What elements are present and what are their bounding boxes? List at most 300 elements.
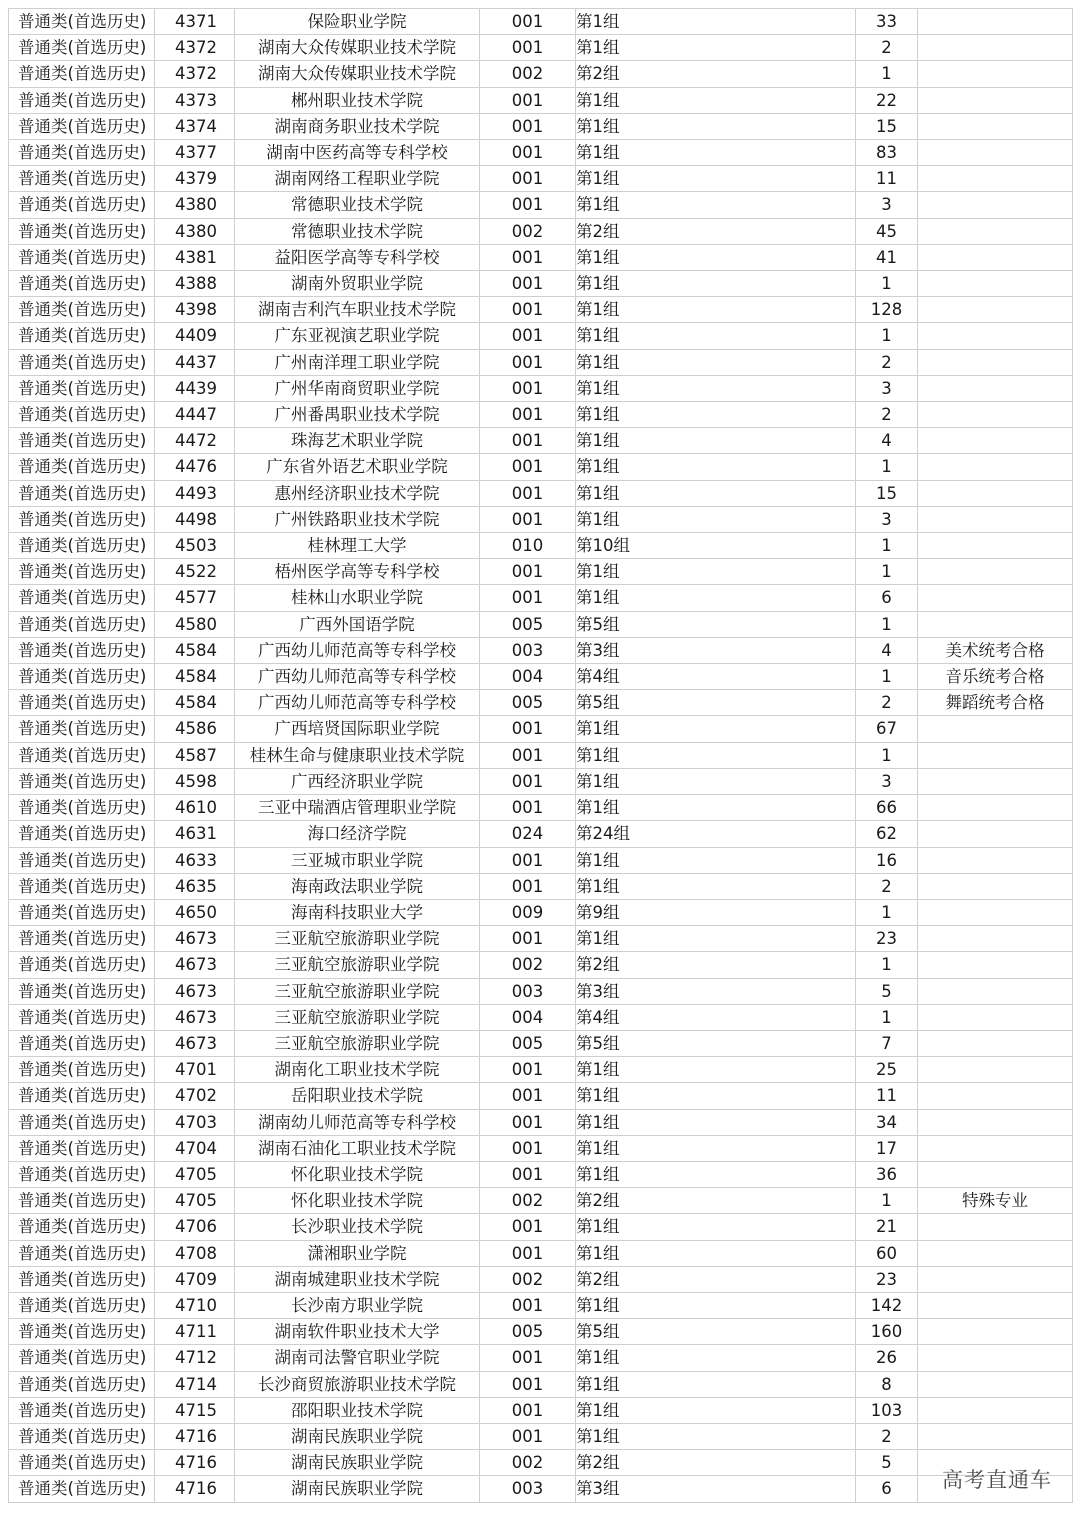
plan-count-cell: 45	[856, 218, 918, 244]
major-group-code-cell: 009	[480, 899, 576, 925]
school-name-cell: 潇湘职业学院	[235, 1240, 480, 1266]
table-row	[9, 1397, 1073, 1423]
school-name-cell: 湖南外贸职业学院	[235, 271, 480, 297]
note-cell	[918, 768, 1073, 794]
category-cell: 普通类(首选历史)	[9, 87, 155, 113]
school-code-cell: 4371	[155, 9, 235, 35]
table-row	[9, 821, 1073, 847]
plan-count-cell: 23	[856, 1266, 918, 1292]
major-group-code-cell: 001	[480, 428, 576, 454]
major-group-code-cell: 001	[480, 1083, 576, 1109]
major-group-code-cell: 001	[480, 1240, 576, 1266]
school-name-cell: 湖南幼儿师范高等专科学校	[235, 1109, 480, 1135]
note-cell	[918, 428, 1073, 454]
plan-count-cell: 4	[856, 637, 918, 663]
note-cell	[918, 926, 1073, 952]
plan-count-cell: 3	[856, 506, 918, 532]
table-row	[9, 1161, 1073, 1187]
table-row	[9, 1030, 1073, 1056]
table-row	[9, 926, 1073, 952]
group-name-cell: 第1组	[576, 9, 856, 35]
table-row	[9, 1083, 1073, 1109]
school-name-cell: 湖南民族职业学院	[235, 1450, 480, 1476]
plan-count-cell: 128	[856, 297, 918, 323]
category-cell: 普通类(首选历史)	[9, 899, 155, 925]
table-row	[9, 690, 1073, 716]
table-row	[9, 402, 1073, 428]
plan-count-cell: 62	[856, 821, 918, 847]
plan-count-cell: 3	[856, 768, 918, 794]
group-name-cell: 第5组	[576, 611, 856, 637]
group-name-cell: 第1组	[576, 1161, 856, 1187]
major-group-code-cell: 001	[480, 323, 576, 349]
school-name-cell: 广西外国语学院	[235, 611, 480, 637]
school-name-cell: 广州南洋理工职业学院	[235, 349, 480, 375]
table-row	[9, 297, 1073, 323]
category-cell: 普通类(首选历史)	[9, 454, 155, 480]
school-code-cell: 4373	[155, 87, 235, 113]
note-cell: 舞蹈统考合格	[918, 690, 1073, 716]
group-name-cell: 第1组	[576, 1135, 856, 1161]
school-name-cell: 三亚中瑞酒店管理职业学院	[235, 795, 480, 821]
major-group-code-cell: 001	[480, 585, 576, 611]
category-cell: 普通类(首选历史)	[9, 1423, 155, 1449]
school-code-cell: 4580	[155, 611, 235, 637]
school-code-cell: 4447	[155, 402, 235, 428]
school-name-cell: 常德职业技术学院	[235, 192, 480, 218]
major-group-code-cell: 024	[480, 821, 576, 847]
major-group-code-cell: 002	[480, 952, 576, 978]
note-cell	[918, 61, 1073, 87]
school-code-cell: 4584	[155, 664, 235, 690]
school-code-cell: 4398	[155, 297, 235, 323]
category-cell: 普通类(首选历史)	[9, 1030, 155, 1056]
category-cell: 普通类(首选历史)	[9, 847, 155, 873]
plan-count-cell: 2	[856, 349, 918, 375]
school-name-cell: 邵阳职业技术学院	[235, 1397, 480, 1423]
plan-count-cell: 1	[856, 61, 918, 87]
school-code-cell: 4379	[155, 166, 235, 192]
table-row	[9, 716, 1073, 742]
major-group-code-cell: 005	[480, 611, 576, 637]
school-code-cell: 4705	[155, 1188, 235, 1214]
plan-count-cell: 3	[856, 375, 918, 401]
note-cell	[918, 978, 1073, 1004]
major-group-code-cell: 001	[480, 506, 576, 532]
table-row	[9, 1240, 1073, 1266]
school-code-cell: 4498	[155, 506, 235, 532]
group-name-cell: 第1组	[576, 192, 856, 218]
major-group-code-cell: 001	[480, 1214, 576, 1240]
major-group-code-cell: 001	[480, 873, 576, 899]
school-code-cell: 4610	[155, 795, 235, 821]
note-cell	[918, 899, 1073, 925]
plan-count-cell: 1	[856, 952, 918, 978]
major-group-code-cell: 001	[480, 87, 576, 113]
category-cell: 普通类(首选历史)	[9, 244, 155, 270]
school-name-cell: 湖南民族职业学院	[235, 1423, 480, 1449]
group-name-cell: 第4组	[576, 664, 856, 690]
school-code-cell: 4388	[155, 271, 235, 297]
category-cell: 普通类(首选历史)	[9, 271, 155, 297]
note-cell	[918, 323, 1073, 349]
school-code-cell: 4715	[155, 1397, 235, 1423]
note-cell	[918, 533, 1073, 559]
school-code-cell: 4701	[155, 1057, 235, 1083]
major-group-code-cell: 001	[480, 113, 576, 139]
note-cell	[918, 716, 1073, 742]
school-name-cell: 三亚航空旅游职业学院	[235, 1004, 480, 1030]
group-name-cell: 第1组	[576, 87, 856, 113]
school-name-cell: 怀化职业技术学院	[235, 1188, 480, 1214]
school-name-cell: 广州铁路职业技术学院	[235, 506, 480, 532]
category-cell: 普通类(首选历史)	[9, 873, 155, 899]
group-name-cell: 第1组	[576, 113, 856, 139]
note-cell	[918, 506, 1073, 532]
major-group-code-cell: 004	[480, 664, 576, 690]
table-row	[9, 899, 1073, 925]
school-code-cell: 4439	[155, 375, 235, 401]
category-cell: 普通类(首选历史)	[9, 1135, 155, 1161]
group-name-cell: 第1组	[576, 506, 856, 532]
group-name-cell: 第2组	[576, 1450, 856, 1476]
major-group-code-cell: 001	[480, 375, 576, 401]
school-code-cell: 4673	[155, 1004, 235, 1030]
plan-count-cell: 33	[856, 9, 918, 35]
school-code-cell: 4584	[155, 637, 235, 663]
category-cell: 普通类(首选历史)	[9, 821, 155, 847]
group-name-cell: 第1组	[576, 559, 856, 585]
school-name-cell: 广西幼儿师范高等专科学校	[235, 690, 480, 716]
plan-count-cell: 3	[856, 192, 918, 218]
school-code-cell: 4633	[155, 847, 235, 873]
table-row	[9, 1319, 1073, 1345]
table-row	[9, 637, 1073, 663]
note-cell	[918, 873, 1073, 899]
note-cell	[918, 480, 1073, 506]
category-cell: 普通类(首选历史)	[9, 926, 155, 952]
note-cell	[918, 192, 1073, 218]
group-name-cell: 第1组	[576, 768, 856, 794]
school-name-cell: 三亚航空旅游职业学院	[235, 1030, 480, 1056]
plan-count-cell: 1	[856, 1004, 918, 1030]
category-cell: 普通类(首选历史)	[9, 664, 155, 690]
plan-count-cell: 1	[856, 454, 918, 480]
group-name-cell: 第2组	[576, 218, 856, 244]
school-name-cell: 桂林山水职业学院	[235, 585, 480, 611]
school-name-cell: 海南科技职业大学	[235, 899, 480, 925]
school-name-cell: 广西经济职业学院	[235, 768, 480, 794]
table-row	[9, 9, 1073, 35]
major-group-code-cell: 001	[480, 192, 576, 218]
plan-count-cell: 26	[856, 1345, 918, 1371]
school-code-cell: 4712	[155, 1345, 235, 1371]
category-cell: 普通类(首选历史)	[9, 1345, 155, 1371]
table-row	[9, 480, 1073, 506]
group-name-cell: 第1组	[576, 847, 856, 873]
table-row	[9, 952, 1073, 978]
category-cell: 普通类(首选历史)	[9, 1214, 155, 1240]
group-name-cell: 第2组	[576, 61, 856, 87]
school-code-cell: 4673	[155, 952, 235, 978]
group-name-cell: 第1组	[576, 271, 856, 297]
major-group-code-cell: 001	[480, 454, 576, 480]
plan-count-cell: 25	[856, 1057, 918, 1083]
major-group-code-cell: 001	[480, 926, 576, 952]
note-cell	[918, 821, 1073, 847]
plan-count-cell: 15	[856, 113, 918, 139]
category-cell: 普通类(首选历史)	[9, 218, 155, 244]
plan-count-cell: 23	[856, 926, 918, 952]
group-name-cell: 第1组	[576, 873, 856, 899]
category-cell: 普通类(首选历史)	[9, 375, 155, 401]
school-code-cell: 4584	[155, 690, 235, 716]
table-row	[9, 847, 1073, 873]
group-name-cell: 第1组	[576, 1371, 856, 1397]
group-name-cell: 第1组	[576, 585, 856, 611]
note-cell	[918, 402, 1073, 428]
category-cell: 普通类(首选历史)	[9, 716, 155, 742]
school-code-cell: 4635	[155, 873, 235, 899]
note-cell	[918, 113, 1073, 139]
major-group-code-cell: 001	[480, 847, 576, 873]
note-cell	[918, 35, 1073, 61]
school-name-cell: 三亚航空旅游职业学院	[235, 952, 480, 978]
group-name-cell: 第1组	[576, 742, 856, 768]
school-code-cell: 4703	[155, 1109, 235, 1135]
group-name-cell: 第1组	[576, 244, 856, 270]
category-cell: 普通类(首选历史)	[9, 1240, 155, 1266]
group-name-cell: 第1组	[576, 1214, 856, 1240]
table-row	[9, 742, 1073, 768]
major-group-code-cell: 002	[480, 218, 576, 244]
school-name-cell: 海南政法职业学院	[235, 873, 480, 899]
group-name-cell: 第9组	[576, 899, 856, 925]
category-cell: 普通类(首选历史)	[9, 323, 155, 349]
category-cell: 普通类(首选历史)	[9, 585, 155, 611]
category-cell: 普通类(首选历史)	[9, 35, 155, 61]
school-code-cell: 4711	[155, 1319, 235, 1345]
note-cell	[918, 1423, 1073, 1449]
group-name-cell: 第3组	[576, 637, 856, 663]
school-code-cell: 4673	[155, 978, 235, 1004]
school-name-cell: 湖南商务职业技术学院	[235, 113, 480, 139]
plan-count-cell: 142	[856, 1292, 918, 1318]
category-cell: 普通类(首选历史)	[9, 1188, 155, 1214]
school-name-cell: 益阳医学高等专科学校	[235, 244, 480, 270]
group-name-cell: 第1组	[576, 1423, 856, 1449]
note-cell	[918, 244, 1073, 270]
table-row	[9, 1135, 1073, 1161]
category-cell: 普通类(首选历史)	[9, 480, 155, 506]
major-group-code-cell: 001	[480, 1057, 576, 1083]
note-cell: 美术统考合格	[918, 637, 1073, 663]
group-name-cell: 第1组	[576, 349, 856, 375]
school-code-cell: 4709	[155, 1266, 235, 1292]
plan-count-cell: 60	[856, 1240, 918, 1266]
table-row	[9, 1371, 1073, 1397]
school-name-cell: 湖南大众传媒职业技术学院	[235, 61, 480, 87]
school-name-cell: 广西培贤国际职业学院	[235, 716, 480, 742]
note-cell	[918, 1240, 1073, 1266]
category-cell: 普通类(首选历史)	[9, 1450, 155, 1476]
table-row	[9, 1266, 1073, 1292]
category-cell: 普通类(首选历史)	[9, 1292, 155, 1318]
category-cell: 普通类(首选历史)	[9, 533, 155, 559]
group-name-cell: 第1组	[576, 1240, 856, 1266]
group-name-cell: 第2组	[576, 1188, 856, 1214]
note-cell	[918, 952, 1073, 978]
major-group-code-cell: 002	[480, 1188, 576, 1214]
group-name-cell: 第1组	[576, 35, 856, 61]
school-name-cell: 海口经济学院	[235, 821, 480, 847]
category-cell: 普通类(首选历史)	[9, 1476, 155, 1502]
table-row	[9, 323, 1073, 349]
note-cell	[918, 1030, 1073, 1056]
school-code-cell: 4409	[155, 323, 235, 349]
major-group-code-cell: 001	[480, 768, 576, 794]
table-row	[9, 271, 1073, 297]
plan-count-cell: 7	[856, 1030, 918, 1056]
school-code-cell: 4673	[155, 1030, 235, 1056]
plan-count-cell: 6	[856, 585, 918, 611]
major-group-code-cell: 001	[480, 1423, 576, 1449]
school-code-cell: 4503	[155, 533, 235, 559]
plan-count-cell: 1	[856, 271, 918, 297]
group-name-cell: 第10组	[576, 533, 856, 559]
school-name-cell: 常德职业技术学院	[235, 218, 480, 244]
major-group-code-cell: 001	[480, 297, 576, 323]
table-row	[9, 192, 1073, 218]
plan-count-cell: 67	[856, 716, 918, 742]
group-name-cell: 第1组	[576, 375, 856, 401]
table-row	[9, 533, 1073, 559]
major-group-code-cell: 001	[480, 9, 576, 35]
school-name-cell: 湖南城建职业技术学院	[235, 1266, 480, 1292]
table-row	[9, 113, 1073, 139]
group-name-cell: 第3组	[576, 978, 856, 1004]
major-group-code-cell: 001	[480, 795, 576, 821]
major-group-code-cell: 005	[480, 1030, 576, 1056]
note-cell	[918, 1266, 1073, 1292]
plan-count-cell: 17	[856, 1135, 918, 1161]
plan-count-cell: 1	[856, 899, 918, 925]
major-group-code-cell: 001	[480, 271, 576, 297]
school-code-cell: 4587	[155, 742, 235, 768]
plan-count-cell: 103	[856, 1397, 918, 1423]
major-group-code-cell: 001	[480, 1371, 576, 1397]
table-row	[9, 978, 1073, 1004]
group-name-cell: 第1组	[576, 1345, 856, 1371]
major-group-code-cell: 001	[480, 244, 576, 270]
plan-count-cell: 36	[856, 1161, 918, 1187]
category-cell: 普通类(首选历史)	[9, 349, 155, 375]
category-cell: 普通类(首选历史)	[9, 1057, 155, 1083]
school-code-cell: 4708	[155, 1240, 235, 1266]
category-cell: 普通类(首选历史)	[9, 978, 155, 1004]
group-name-cell: 第5组	[576, 690, 856, 716]
admission-plan-table-container	[8, 8, 1072, 1503]
table-row	[9, 506, 1073, 532]
watermark-text: 高考直通车	[942, 1468, 1052, 1492]
school-code-cell: 4704	[155, 1135, 235, 1161]
table-row	[9, 1004, 1073, 1030]
plan-count-cell: 2	[856, 1423, 918, 1449]
category-cell: 普通类(首选历史)	[9, 1109, 155, 1135]
major-group-code-cell: 002	[480, 1450, 576, 1476]
major-group-code-cell: 001	[480, 1109, 576, 1135]
school-code-cell: 4493	[155, 480, 235, 506]
note-cell	[918, 87, 1073, 113]
table-row	[9, 559, 1073, 585]
school-code-cell: 4673	[155, 926, 235, 952]
table-row	[9, 1057, 1073, 1083]
category-cell: 普通类(首选历史)	[9, 1266, 155, 1292]
note-cell	[918, 140, 1073, 166]
note-cell	[918, 611, 1073, 637]
note-cell	[918, 795, 1073, 821]
category-cell: 普通类(首选历史)	[9, 506, 155, 532]
plan-count-cell: 1	[856, 323, 918, 349]
major-group-code-cell: 005	[480, 1319, 576, 1345]
school-code-cell: 4577	[155, 585, 235, 611]
category-cell: 普通类(首选历史)	[9, 768, 155, 794]
note-cell	[918, 271, 1073, 297]
school-code-cell: 4710	[155, 1292, 235, 1318]
group-name-cell: 第3组	[576, 1476, 856, 1502]
major-group-code-cell: 001	[480, 480, 576, 506]
category-cell: 普通类(首选历史)	[9, 795, 155, 821]
note-cell	[918, 1135, 1073, 1161]
plan-count-cell: 83	[856, 140, 918, 166]
group-name-cell: 第4组	[576, 1004, 856, 1030]
category-cell: 普通类(首选历史)	[9, 297, 155, 323]
table-row	[9, 454, 1073, 480]
note-cell: 特殊专业	[918, 1188, 1073, 1214]
table-row	[9, 140, 1073, 166]
major-group-code-cell: 001	[480, 35, 576, 61]
major-group-code-cell: 003	[480, 1476, 576, 1502]
note-cell	[918, 1214, 1073, 1240]
table-row	[9, 585, 1073, 611]
plan-count-cell: 2	[856, 402, 918, 428]
table-row	[9, 61, 1073, 87]
major-group-code-cell: 005	[480, 690, 576, 716]
plan-count-cell: 1	[856, 611, 918, 637]
table-row	[9, 873, 1073, 899]
group-name-cell: 第1组	[576, 795, 856, 821]
major-group-code-cell: 001	[480, 716, 576, 742]
group-name-cell: 第1组	[576, 1083, 856, 1109]
plan-count-cell: 11	[856, 1083, 918, 1109]
table-row	[9, 1109, 1073, 1135]
table-row	[9, 1423, 1073, 1449]
plan-count-cell: 21	[856, 1214, 918, 1240]
school-name-cell: 湖南石油化工职业技术学院	[235, 1135, 480, 1161]
category-cell: 普通类(首选历史)	[9, 611, 155, 637]
category-cell: 普通类(首选历史)	[9, 1004, 155, 1030]
plan-count-cell: 41	[856, 244, 918, 270]
note-cell: 音乐统考合格	[918, 664, 1073, 690]
table-row	[9, 244, 1073, 270]
major-group-code-cell: 001	[480, 559, 576, 585]
plan-count-cell: 160	[856, 1319, 918, 1345]
group-name-cell: 第1组	[576, 1057, 856, 1083]
group-name-cell: 第2组	[576, 1266, 856, 1292]
group-name-cell: 第2组	[576, 952, 856, 978]
major-group-code-cell: 001	[480, 1397, 576, 1423]
school-name-cell: 湖南吉利汽车职业技术学院	[235, 297, 480, 323]
